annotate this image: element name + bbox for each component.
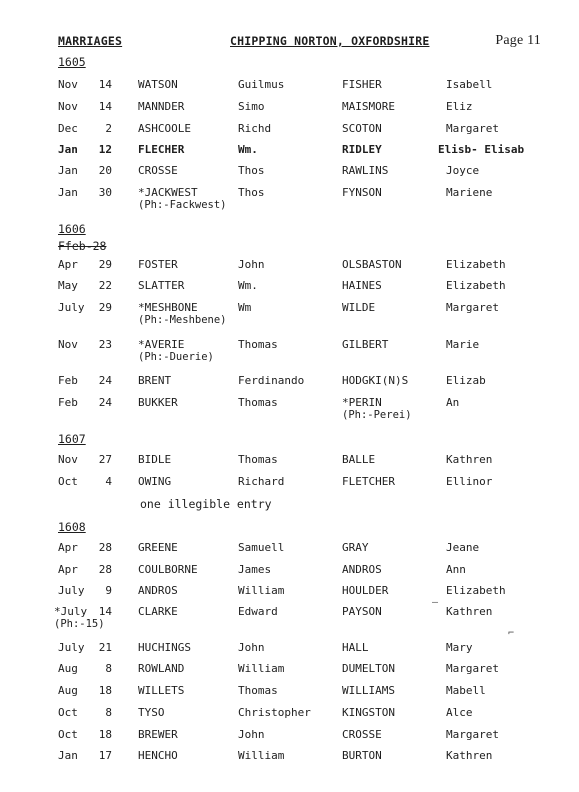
bride-given-name: Elizab — [446, 374, 486, 387]
groom-given-name: Thomas — [238, 453, 278, 466]
groom-surname: *MESHBONE — [138, 301, 198, 314]
groom-given-name: Samuell — [238, 541, 285, 554]
day: 2 — [105, 122, 112, 135]
table-row — [0, 749, 579, 769]
table-row — [0, 301, 579, 331]
month: Jan — [58, 186, 78, 199]
bride-given-name: Margaret — [446, 662, 499, 675]
groom-surname: ASHCOOLE — [138, 122, 191, 135]
bride-surname: HOULDER — [342, 584, 389, 597]
bride-given-name: Marie — [446, 338, 480, 351]
month: Apr — [58, 258, 78, 271]
table-row — [0, 662, 579, 682]
groom-given-name: Thomas — [238, 338, 278, 351]
day: 14 — [98, 605, 112, 618]
bride-given-name: Jeane — [446, 541, 480, 554]
bride-given-name: Isabell — [446, 78, 493, 91]
groom-surname: FOSTER — [138, 258, 178, 271]
groom-given-name: Thos — [238, 164, 265, 177]
bride-given-name: Margaret — [446, 728, 499, 741]
month: July — [58, 301, 85, 314]
groom-surname-block — [138, 301, 227, 327]
phonetic-note: (Ph:-Meshbene) — [138, 314, 227, 326]
bride-given-name: Kathren — [446, 605, 493, 618]
bride-given-name: Alce — [446, 706, 473, 719]
groom-surname: CLARKE — [138, 605, 178, 618]
bride-given-name: Elizabeth — [446, 279, 506, 292]
groom-surname: BREWER — [138, 728, 178, 741]
table-row — [0, 605, 579, 635]
table-row — [0, 563, 579, 583]
month: Nov — [58, 78, 78, 91]
month: Jan — [58, 143, 78, 156]
groom-surname: ANDROS — [138, 584, 178, 597]
bride-surname: MAISMORE — [342, 100, 395, 113]
bride-surname: PAYSON — [342, 605, 382, 618]
month: Nov — [58, 453, 78, 466]
bride-surname: FYNSON — [342, 186, 382, 199]
month: Jan — [58, 749, 78, 762]
bride-surname: FLETCHER — [342, 475, 395, 488]
groom-surname: BUKKER — [138, 396, 178, 409]
groom-surname-block — [138, 338, 214, 364]
groom-given-name: John — [238, 728, 265, 741]
groom-given-name: Wm. — [238, 143, 258, 156]
groom-surname: *AVERIE — [138, 338, 185, 351]
bride-given-name: Elizabeth — [446, 584, 506, 597]
day: 23 — [98, 338, 112, 351]
month: Oct — [58, 728, 78, 741]
year-heading: 1608 — [58, 520, 86, 534]
day: 9 — [105, 584, 112, 597]
bride-surname-block — [342, 396, 412, 422]
table-row — [0, 78, 579, 98]
groom-surname: HUCHINGS — [138, 641, 191, 654]
bride-given-name: Elizabeth — [446, 258, 506, 271]
year-heading: 1605 — [58, 55, 86, 69]
stray-mark: – — [432, 597, 439, 608]
groom-given-name: James — [238, 563, 272, 576]
day: 30 — [98, 186, 112, 199]
bride-surname: BURTON — [342, 749, 382, 762]
year-heading: 1607 — [58, 432, 86, 446]
month: Feb — [58, 396, 78, 409]
month: Nov — [58, 338, 78, 351]
illegible-note: one illegible entry — [140, 497, 272, 511]
table-row — [0, 100, 579, 120]
bride-given-name: Kathren — [446, 749, 493, 762]
groom-surname: WILLETS — [138, 684, 185, 697]
bride-given-name: Mabell — [446, 684, 486, 697]
groom-given-name: Edward — [238, 605, 278, 618]
table-row — [0, 706, 579, 726]
month: Jan — [58, 164, 78, 177]
month: Nov — [58, 100, 78, 113]
day: 14 — [98, 78, 112, 91]
groom-given-name: William — [238, 749, 285, 762]
bride-surname: *PERIN — [342, 396, 382, 409]
groom-surname: BRENT — [138, 374, 172, 387]
bride-surname: GILBERT — [342, 338, 389, 351]
groom-given-name: Thomas — [238, 396, 278, 409]
bride-given-name: Mary — [446, 641, 473, 654]
bride-surname: SCOTON — [342, 122, 382, 135]
day: 8 — [105, 706, 112, 719]
bride-surname: RAWLINS — [342, 164, 389, 177]
bride-surname: DUMELTON — [342, 662, 395, 675]
bride-given-name: Eliz — [446, 100, 473, 113]
groom-given-name: John — [238, 641, 265, 654]
groom-given-name: Simo — [238, 100, 265, 113]
bride-surname: KINGSTON — [342, 706, 395, 719]
groom-given-name: Thomas — [238, 684, 278, 697]
day: 8 — [105, 662, 112, 675]
phonetic-note: (Ph:-Fackwest) — [138, 199, 227, 211]
table-row — [0, 584, 579, 604]
groom-surname: COULBORNE — [138, 563, 198, 576]
month: Aug — [58, 662, 78, 675]
table-row — [0, 541, 579, 561]
groom-surname-block — [138, 186, 227, 212]
bride-given-name: Margaret — [446, 122, 499, 135]
bride-given-name: Joyce — [446, 164, 480, 177]
groom-surname: GREENE — [138, 541, 178, 554]
phonetic-note: (Ph:-Perei) — [342, 409, 412, 421]
month: May — [58, 279, 78, 292]
day: 28 — [98, 541, 112, 554]
table-row — [0, 396, 579, 426]
phonetic-note: (Ph:-Duerie) — [138, 351, 214, 363]
groom-surname: ROWLAND — [138, 662, 185, 675]
phonetic-note: (Ph:-15) — [54, 618, 105, 630]
table-row — [0, 641, 579, 661]
bride-surname: WILDE — [342, 301, 376, 314]
day: 24 — [98, 374, 112, 387]
groom-surname: BIDLE — [138, 453, 172, 466]
table-row — [0, 279, 579, 299]
bride-given-name: Elisb- Elisab — [438, 143, 525, 156]
groom-given-name: John — [238, 258, 265, 271]
month: *July — [54, 605, 88, 618]
month: July — [58, 584, 85, 597]
header-title: MARRIAGES — [58, 34, 123, 48]
bride-given-name: An — [446, 396, 460, 409]
bride-surname: HAINES — [342, 279, 382, 292]
groom-surname: MANNDER — [138, 100, 185, 113]
groom-surname: SLATTER — [138, 279, 185, 292]
table-row — [0, 374, 579, 394]
groom-surname: WATSON — [138, 78, 178, 91]
groom-surname: FLECHER — [138, 143, 185, 156]
day: 29 — [98, 258, 112, 271]
groom-surname: CROSSE — [138, 164, 178, 177]
day: 29 — [98, 301, 112, 314]
bride-surname: HODGKI(N)S — [342, 374, 409, 387]
bride-given-name: Mariene — [446, 186, 493, 199]
day: 18 — [98, 728, 112, 741]
bride-surname: WILLIAMS — [342, 684, 395, 697]
bride-surname: HALL — [342, 641, 369, 654]
bride-surname: ANDROS — [342, 563, 382, 576]
month: Apr — [58, 541, 78, 554]
table-row — [0, 338, 579, 368]
day: 18 — [98, 684, 112, 697]
day: 4 — [105, 475, 112, 488]
bride-surname: OLSBASTON — [342, 258, 402, 271]
groom-given-name: William — [238, 662, 285, 675]
groom-surname: OWING — [138, 475, 172, 488]
header-parish: CHIPPING NORTON, OXFORDSHIRE — [230, 34, 430, 48]
month: Aug — [58, 684, 78, 697]
day: 20 — [98, 164, 112, 177]
day: 21 — [98, 641, 112, 654]
month: Apr — [58, 563, 78, 576]
month: Oct — [58, 706, 78, 719]
groom-given-name: Wm. — [238, 279, 258, 292]
year-heading: 1606 — [58, 222, 86, 236]
table-row — [0, 186, 579, 216]
groom-given-name: Richd — [238, 122, 272, 135]
table-row — [0, 143, 579, 163]
month: Oct — [58, 475, 78, 488]
month: July — [58, 641, 85, 654]
bride-surname: GRAY — [342, 541, 369, 554]
day: 22 — [98, 279, 112, 292]
bride-surname: FISHER — [342, 78, 382, 91]
groom-surname: HENCHO — [138, 749, 178, 762]
bride-given-name: Margaret — [446, 301, 499, 314]
groom-surname: TYSO — [138, 706, 165, 719]
table-row — [0, 453, 579, 473]
table-row — [0, 475, 579, 495]
groom-given-name: Christopher — [238, 706, 311, 719]
groom-surname: *JACKWEST — [138, 186, 198, 199]
groom-given-name: Richard — [238, 475, 285, 488]
bride-surname: RIDLEY — [342, 143, 382, 156]
table-row — [0, 122, 579, 142]
day: 14 — [98, 100, 112, 113]
bride-given-name: Kathren — [446, 453, 493, 466]
groom-given-name: William — [238, 584, 285, 597]
groom-given-name: Wm — [238, 301, 252, 314]
groom-given-name: Thos — [238, 186, 265, 199]
table-row — [0, 164, 579, 184]
month: Dec — [58, 122, 78, 135]
day: 24 — [98, 396, 112, 409]
bride-surname: BALLE — [342, 453, 376, 466]
groom-given-name: Guilmus — [238, 78, 285, 91]
stray-mark: ⌐ — [508, 628, 515, 639]
bride-given-name: Ann — [446, 563, 466, 576]
day: 17 — [98, 749, 112, 762]
month: Feb — [58, 374, 78, 387]
table-row — [0, 684, 579, 704]
day: 27 — [98, 453, 112, 466]
day: 12 — [98, 143, 112, 156]
page-number: Page 11 — [495, 33, 541, 48]
groom-given-name: Ferdinando — [238, 374, 305, 387]
table-row — [0, 728, 579, 748]
struck-entry: Ffeb-28 — [58, 239, 107, 253]
table-row — [0, 258, 579, 278]
bride-given-name: Ellinor — [446, 475, 493, 488]
day: 28 — [98, 563, 112, 576]
bride-surname: CROSSE — [342, 728, 382, 741]
